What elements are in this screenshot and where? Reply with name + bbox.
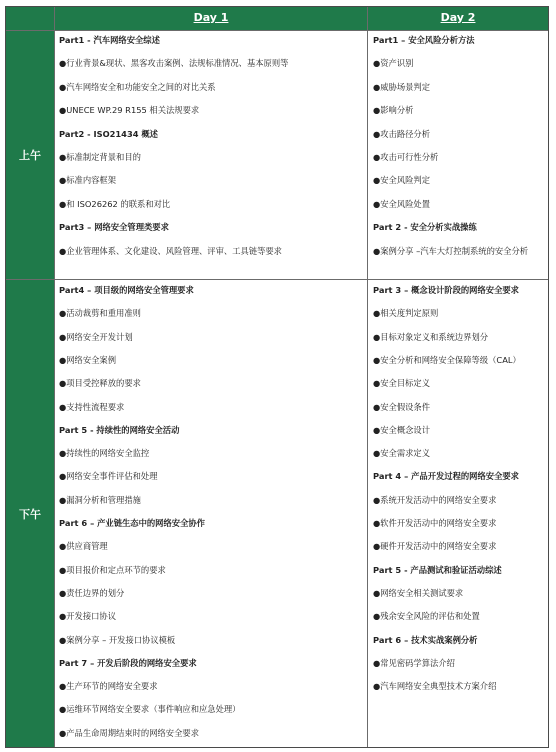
grid-line-horizontal: [6, 30, 548, 31]
afternoon-day2-cell: [373, 283, 545, 745]
list-item: ●产品生命周期结束时的网络安全要求: [59, 727, 199, 738]
list-item: ●案例分享 –汽车大灯控制系统的安全分析: [373, 245, 529, 256]
list-item: ●网络安全案例: [59, 354, 117, 365]
list-item: ●安全假设条件: [373, 401, 431, 412]
list-item: ●和 ISO26262 的联系和对比: [59, 198, 171, 209]
list-item: ●生产环节的网络安全要求: [59, 681, 158, 692]
list-item: ●安全风险处置: [373, 198, 431, 209]
list-item: ●资产识别: [373, 58, 414, 69]
afternoon-day1-cell: [59, 283, 365, 745]
list-item: ●UNECE WP.29 R155 相关法规要求: [59, 105, 200, 116]
list-item: ●安全风险判定: [373, 175, 431, 186]
morning-day1-cell: [59, 33, 365, 277]
list-item: ●安全分析和网络安全保障等级（CAL）: [373, 354, 521, 365]
list-item: ●标准制定背景和目的: [59, 152, 141, 162]
list-item: ●行业背景&现状、黑客攻击案例、法规标准情况、基本原则等: [59, 58, 289, 69]
morning-session-label: 上午: [19, 148, 41, 162]
section-heading: Part 5 - 持续性的网络安全活动: [59, 424, 180, 435]
grid-line-vertical: [367, 7, 368, 747]
day2-header-label: Day 2: [440, 11, 476, 24]
section-heading: Part 6 – 技术实战案例分析: [373, 634, 478, 645]
section-heading: Part3 – 网络安全管理类要求: [59, 222, 169, 233]
day2-header-cell: [368, 7, 548, 30]
section-heading: Part4 – 项目级的网络安全管理要求: [59, 285, 194, 295]
list-item: ●案例分享 – 开发接口协议模板: [59, 634, 176, 645]
list-item: ●项目报价和定点环节的要求: [59, 564, 166, 575]
list-item: ●影响分析: [373, 105, 414, 116]
list-item: ●威胁场景判定: [373, 81, 431, 92]
day1-header-cell: [54, 7, 368, 30]
list-item: ●开发接口协议: [59, 611, 117, 622]
list-item: ●供应商管理: [59, 541, 108, 552]
list-item: ●安全需求定义: [373, 448, 431, 459]
list-item: ●攻击可行性分析: [373, 152, 439, 162]
list-item: ●残余安全风险的评估和处置: [373, 611, 480, 622]
corner-header-cell: [6, 7, 54, 30]
list-item: ●安全目标定义: [373, 378, 431, 389]
list-item: ●网络安全事件评估和处理: [59, 471, 158, 482]
list-item: ●漏洞分析和管理措施: [59, 494, 141, 505]
section-heading: Part1 – 安全风险分析方法: [373, 35, 475, 45]
list-item: ●支持性流程要求: [59, 401, 125, 412]
list-item: ●网络安全相关测试要求: [373, 587, 464, 598]
afternoon-session-label: 下午: [19, 507, 41, 521]
morning-day2-cell: [373, 33, 545, 277]
list-item: ●运维环节网络安全要求（事件响应和应急处理）: [59, 704, 241, 715]
grid-line-vertical: [54, 7, 55, 747]
list-item: ●标准内容框架: [59, 175, 117, 186]
list-item: ●项目受控释放的要求: [59, 378, 141, 389]
list-item: ●安全概念设计: [373, 424, 431, 435]
schedule-table: [5, 6, 549, 748]
list-item: ●常见密码学算法介绍: [373, 657, 455, 668]
section-heading: Part 5 - 产品测试和验证活动综述: [373, 564, 502, 575]
afternoon-session-cell: [6, 280, 54, 747]
list-item: ●企业管理体系、文化建设、风险管理、评审、工具链等要求: [59, 245, 282, 256]
list-item: ●目标对象定义和系统边界划分: [373, 331, 489, 342]
section-heading: Part 4 – 产品开发过程的网络安全要求: [373, 471, 519, 482]
list-item: ●硬件开发活动中的网络安全要求: [373, 541, 497, 552]
morning-session-cell: [6, 30, 54, 279]
list-item: ●相关度判定原则: [373, 308, 439, 319]
list-item: ●系统开发活动中的网络安全要求: [373, 494, 497, 505]
section-heading: Part 2 - 安全分析实战操练: [373, 222, 477, 233]
grid-line-horizontal: [6, 279, 548, 280]
list-item: ●责任边界的划分: [59, 587, 125, 598]
section-heading: Part 3 – 概念设计阶段的网络安全要求: [373, 285, 519, 295]
day1-header-label: Day 1: [193, 11, 229, 24]
list-item: ●持续性的网络安全监控: [59, 448, 150, 459]
list-item: ●软件开发活动中的网络安全要求: [373, 518, 497, 528]
section-heading: Part 7 – 开发后阶段的网络安全要求: [59, 657, 197, 668]
list-item: ●攻击路径分析: [373, 128, 431, 139]
section-heading: Part 6 – 产业链生态中的网络安全协作: [59, 518, 205, 528]
list-item: ●活动裁剪和重用准则: [59, 308, 141, 319]
list-item: ●汽车网络安全典型技术方案介绍: [373, 681, 497, 692]
section-heading: Part1 - 汽车网络安全综述: [59, 35, 160, 45]
section-heading: Part2 - ISO21434 概述: [59, 128, 158, 139]
list-item: ●网络安全开发计划: [59, 331, 133, 342]
list-item: ●汽车网络安全和功能安全之间的对比关系: [59, 81, 216, 92]
